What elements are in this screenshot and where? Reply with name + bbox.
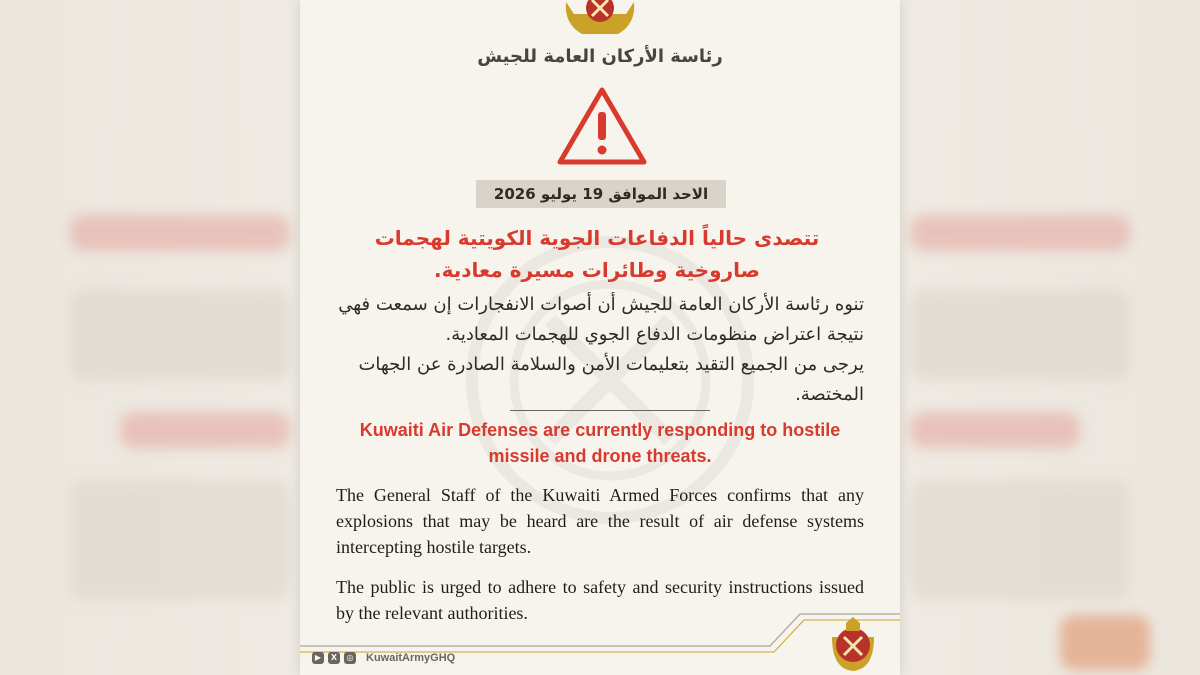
social-handle[interactable]: KuwaitArmyGHQ xyxy=(366,652,456,664)
army-emblem-icon xyxy=(828,615,878,673)
instagram-icon[interactable]: ◎ xyxy=(344,652,356,664)
social-links xyxy=(312,652,455,664)
arabic-headline: تتصدى حالياً الدفاعات الجوية الكويتية لهجمات صاروخية وطائرات مسيرة معادية. xyxy=(374,226,820,282)
blur-strip xyxy=(910,480,1130,600)
blur-strip xyxy=(910,412,1080,448)
arabic-paragraph: يرجى من الجميع التقيد بتعليمات الأمن والسلامة الصادرة عن الجهات المختصة. xyxy=(358,354,864,405)
organization-title: رئاسة الأركان العامة للجيش xyxy=(477,46,723,67)
x-icon[interactable]: X xyxy=(328,652,340,664)
warning-icon xyxy=(554,84,650,168)
youtube-icon[interactable]: ▶ xyxy=(312,652,324,664)
footer-decoration xyxy=(300,612,900,675)
section-divider xyxy=(510,410,710,411)
english-paragraph: The General Staff of the Kuwaiti Armed Forces confirms that any explosions that may be heard are the result of air defense systems intercepting hostile targets. xyxy=(336,485,864,557)
blur-strip xyxy=(70,215,290,251)
date-label: الاحد الموافق 19 يوليو 2026 xyxy=(476,180,726,208)
blur-strip xyxy=(120,412,290,448)
blur-strip xyxy=(70,480,290,600)
army-emblem-icon xyxy=(562,0,638,38)
english-paragraph: The public is urged to adhere to safety and security instructions issued by the relevant authorities. xyxy=(336,577,864,623)
english-headline: Kuwaiti Air Defenses are currently responding to hostile missile and drone threats. xyxy=(359,420,841,466)
blur-strip xyxy=(70,290,290,380)
blur-strip xyxy=(910,290,1130,380)
blur-strip xyxy=(910,215,1130,251)
blur-strip xyxy=(1060,615,1150,670)
arabic-paragraph: تنوه رئاسة الأركان العامة للجيش أن أصوات الانفجارات إن سمعت فهي نتيجة اعتراض منظومات الدفاع الجوي للهجمات المعادية. xyxy=(338,294,864,345)
announcement-poster xyxy=(300,0,900,675)
